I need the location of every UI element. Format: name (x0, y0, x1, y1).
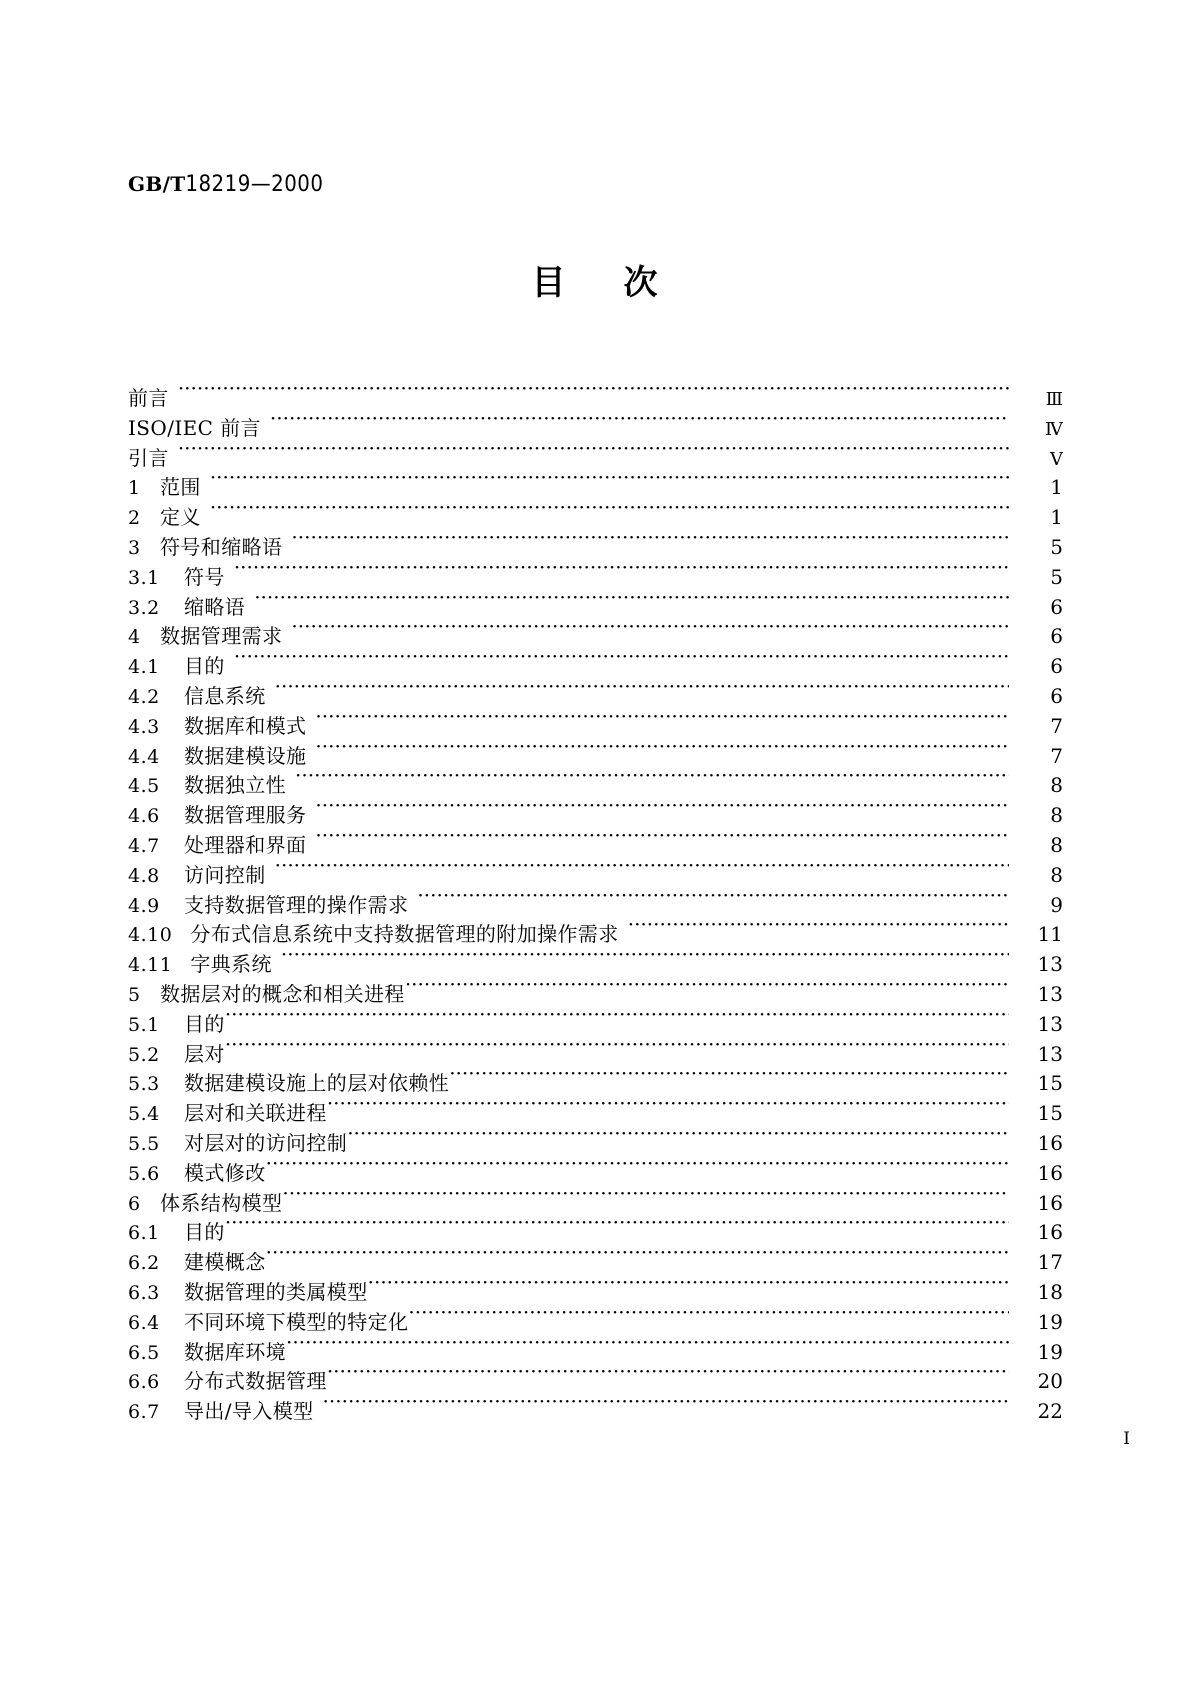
toc-entry-label (128, 831, 306, 861)
standard-prefix: GB/T (128, 172, 186, 196)
toc-entry[interactable] (128, 1129, 1063, 1159)
toc-entry-number: 5.2 (128, 1043, 160, 1066)
toc-entry[interactable] (128, 1189, 1063, 1219)
toc-entry-label (128, 1338, 286, 1368)
toc-entry[interactable] (128, 950, 1063, 980)
toc-leader-dots (254, 594, 1009, 614)
toc-entry[interactable] (128, 682, 1063, 712)
page-title (0, 255, 1191, 304)
toc-entry-text: 信息系统 (184, 683, 266, 708)
toc-entry-number: 4.2 (128, 685, 160, 708)
toc-leader-dots (368, 1279, 1009, 1299)
toc-leader-dots (270, 415, 1009, 435)
toc-entry-number: 5.4 (128, 1103, 160, 1126)
toc-entry-text: 处理器和界面 (184, 832, 307, 857)
toc-entry-page-number: 11 (1037, 922, 1063, 947)
toc-entry-text: 分布式数据管理 (184, 1369, 327, 1394)
toc-entry-label (128, 712, 306, 742)
toc-entry-number: 4.11 (128, 954, 173, 977)
toc-leader-dots (275, 862, 1009, 882)
toc-entry-page-number: 15 (1037, 1101, 1063, 1126)
toc-entry-text: ISO/IEC 前言 (128, 415, 261, 440)
toc-entry-number: 4.9 (128, 894, 160, 917)
toc-entry[interactable] (128, 801, 1063, 831)
toc-entry-label (128, 1129, 347, 1159)
toc-entry-number: 3.1 (128, 566, 160, 589)
toc-leader-dots (225, 1011, 1009, 1031)
toc-entry-page-number: 13 (1037, 1011, 1063, 1036)
toc-leader-dots (347, 1130, 1009, 1150)
toc-entry[interactable] (128, 980, 1063, 1010)
toc-entry-page-number: 1 (1050, 505, 1063, 530)
toc-entry-text: 缩略语 (184, 594, 246, 619)
toc-entry-page-number: 5 (1050, 564, 1063, 589)
toc-entry-page-number: 16 (1037, 1130, 1063, 1155)
toc-entry-text: 分布式信息系统中支持数据管理的附加操作需求 (190, 922, 619, 947)
toc-entry-label (128, 801, 306, 831)
toc-entry-number: 5.5 (128, 1132, 160, 1155)
toc-entry-page-number: 8 (1050, 862, 1063, 887)
toc-leader-dots (405, 981, 1009, 1001)
toc-entry[interactable] (128, 742, 1063, 772)
toc-leader-dots (225, 1219, 1009, 1239)
toc-entry-label (128, 1099, 327, 1129)
toc-leader-dots (178, 445, 1009, 465)
toc-leader-dots (234, 653, 1009, 673)
toc-entry[interactable] (128, 444, 1063, 474)
toc-entry[interactable] (128, 1397, 1063, 1427)
toc-entry-text: 引言 (128, 445, 169, 470)
toc-leader-dots (449, 1070, 1009, 1090)
toc-entry-number: 4.1 (128, 656, 160, 679)
toc-entry-label (128, 1010, 225, 1040)
toc-entry-page-number: 6 (1050, 654, 1063, 679)
toc-leader-dots (323, 1398, 1009, 1418)
toc-entry-page-number: 22 (1037, 1399, 1063, 1424)
toc-leader-dots (315, 713, 1009, 733)
toc-entry[interactable] (128, 712, 1063, 742)
toc-entry-text: 前言 (128, 386, 169, 410)
toc-entry-text: 导出/导入模型 (184, 1399, 314, 1424)
toc-leader-dots (315, 743, 1009, 763)
page-folio: Ⅰ (1123, 1429, 1130, 1449)
toc-entry-label (128, 1159, 266, 1189)
toc-entry-text: 目的 (184, 654, 225, 679)
toc-leader-dots (291, 534, 1009, 554)
toc-entry-page-number: 8 (1050, 773, 1063, 798)
toc-entry[interactable] (128, 1040, 1063, 1070)
toc-entry-text: 数据管理服务 (184, 803, 307, 828)
toc-entry-label (128, 891, 408, 921)
toc-entry-page-number: 16 (1037, 1160, 1063, 1185)
toc-entry[interactable] (128, 593, 1063, 623)
standard-number-header (128, 172, 323, 197)
toc-entry-text: 目的 (184, 1220, 225, 1245)
toc-entry-number: 4.10 (128, 924, 173, 947)
toc-entry-label (128, 861, 266, 891)
toc-entry[interactable] (128, 1218, 1063, 1248)
toc-entry-label (128, 1278, 368, 1308)
toc-entry-label (128, 1308, 408, 1338)
toc-entry-label (128, 1069, 449, 1099)
toc-entry[interactable] (128, 1367, 1063, 1397)
toc-leader-dots (291, 623, 1009, 643)
toc-entry-page-number: 17 (1037, 1250, 1063, 1275)
toc-entry-number: 5.3 (128, 1073, 160, 1096)
toc-entry-text: 数据层对的概念和相关进程 (160, 981, 405, 1006)
toc-entry-label (128, 1248, 266, 1278)
toc-entry-label (128, 652, 225, 682)
toc-entry-number: 6.5 (128, 1341, 160, 1364)
toc-entry-text: 层对 (184, 1041, 225, 1066)
toc-entry-number: 3 (128, 536, 141, 559)
toc-entry[interactable] (128, 384, 1063, 414)
toc-entry[interactable] (128, 1248, 1063, 1278)
toc-leader-dots (315, 802, 1009, 822)
toc-entry-text: 范围 (160, 475, 201, 500)
toc-entry-number: 4 (128, 626, 141, 649)
toc-entry-label (128, 1397, 314, 1427)
toc-leader-dots (327, 1368, 1009, 1388)
toc-entry-page-number: 18 (1037, 1279, 1063, 1304)
standard-number: 18219—2000 (185, 172, 324, 197)
toc-entry-text: 层对和关联进程 (184, 1101, 327, 1126)
toc-leader-dots (327, 1100, 1009, 1120)
toc-leader-dots (315, 832, 1009, 852)
toc-entry-page-number: 7 (1050, 743, 1063, 768)
toc-entry-text: 目的 (184, 1011, 225, 1036)
toc-leader-dots (417, 892, 1009, 912)
toc-leader-dots (225, 1041, 1009, 1061)
toc-entry[interactable] (128, 1159, 1063, 1189)
toc-entry-text: 数据库和模式 (184, 713, 307, 738)
toc-entry-text: 数据管理需求 (160, 624, 283, 649)
toc-entry-text: 体系结构模型 (160, 1190, 283, 1215)
toc-entry-page-number: 6 (1050, 594, 1063, 619)
toc-entry-label (128, 473, 201, 503)
toc-entry[interactable] (128, 1338, 1063, 1368)
toc-entry-page-number: 6 (1050, 683, 1063, 708)
toc-entry[interactable] (128, 533, 1063, 563)
toc-entry-page-number: 13 (1037, 981, 1063, 1006)
toc-entry-number: 4.5 (128, 775, 160, 798)
toc-entry-label (128, 682, 266, 712)
toc-entry-label (128, 1040, 225, 1070)
toc-entry-text: 模式修改 (184, 1160, 266, 1185)
toc-entry-text: 建模概念 (184, 1250, 266, 1275)
toc-leader-dots (408, 1309, 1009, 1329)
toc-entry-number: 4.7 (128, 834, 160, 857)
toc-entry-label (128, 622, 282, 652)
toc-entry-number: 6.4 (128, 1311, 160, 1334)
toc-entry-text: 数据建模设施 (184, 743, 307, 768)
toc-entry-label (128, 980, 405, 1010)
toc-entry-label (128, 1189, 282, 1219)
toc-entry-number: 5.1 (128, 1013, 160, 1036)
toc-entry-page-number: 1 (1050, 475, 1063, 500)
toc-entry-page-number: 13 (1037, 1041, 1063, 1066)
toc-entry-label (128, 414, 261, 444)
toc-entry-label (128, 563, 225, 593)
toc-entry-page-number: 16 (1037, 1190, 1063, 1215)
toc-entry[interactable] (128, 563, 1063, 593)
toc-entry-text: 字典系统 (190, 952, 272, 977)
toc-entry-page-number: 20 (1037, 1369, 1063, 1394)
toc-entry-text: 数据独立性 (184, 773, 286, 798)
table-of-contents (128, 384, 1063, 1427)
toc-entry[interactable] (128, 473, 1063, 503)
toc-entry-label (128, 771, 286, 801)
toc-entry-text: 不同环境下模型的特定化 (184, 1309, 409, 1334)
toc-entry-page-number: Ⅴ (1050, 448, 1063, 470)
toc-entry[interactable] (128, 831, 1063, 861)
toc-entry[interactable] (128, 1099, 1063, 1129)
toc-entry-label (128, 920, 619, 950)
toc-entry[interactable] (128, 1308, 1063, 1338)
toc-entry-page-number: 7 (1050, 713, 1063, 738)
toc-entry-label (128, 503, 201, 533)
toc-entry-number: 6 (128, 1192, 141, 1215)
page-title-char-2: 次 (623, 263, 660, 303)
page-title-char-1: 目 (531, 263, 568, 303)
toc-entry-page-number: 5 (1050, 534, 1063, 559)
toc-entry-text: 对层对的访问控制 (184, 1130, 348, 1155)
toc-entry[interactable] (128, 622, 1063, 652)
toc-entry-number: 4.6 (128, 805, 160, 828)
toc-entry-page-number: 19 (1037, 1339, 1063, 1364)
toc-entry[interactable] (128, 503, 1063, 533)
toc-entry-label (128, 444, 169, 474)
toc-entry-number: 4.4 (128, 745, 160, 768)
toc-leader-dots (282, 1190, 1009, 1210)
toc-leader-dots (628, 921, 1009, 941)
toc-entry-label (128, 1367, 327, 1397)
toc-entry-label (128, 533, 282, 563)
toc-entry-text: 符号和缩略语 (160, 534, 283, 559)
toc-entry-number: 2 (128, 507, 141, 530)
toc-entry-label (128, 1218, 225, 1248)
toc-entry-page-number: Ⅳ (1045, 418, 1063, 440)
toc-entry-number: 6.2 (128, 1252, 160, 1275)
toc-entry-text: 访问控制 (184, 862, 266, 887)
toc-entry-text: 支持数据管理的操作需求 (184, 892, 409, 917)
toc-leader-dots (210, 504, 1009, 524)
toc-entry[interactable] (128, 1278, 1063, 1308)
toc-leader-dots (295, 772, 1009, 792)
toc-entry[interactable] (128, 1069, 1063, 1099)
toc-entry-number: 4.3 (128, 715, 160, 738)
toc-entry-page-number: 19 (1037, 1309, 1063, 1334)
toc-entry-page-number: 9 (1050, 892, 1063, 917)
toc-entry-text: 数据管理的类属模型 (184, 1279, 368, 1304)
toc-entry-page-number: 6 (1050, 624, 1063, 649)
toc-entry-text: 符号 (184, 564, 225, 589)
toc-leader-dots (281, 951, 1009, 971)
toc-entry-number: 3.2 (128, 596, 160, 619)
toc-entry-page-number: 13 (1037, 952, 1063, 977)
toc-entry-text: 数据库环境 (184, 1339, 286, 1364)
toc-entry-number: 4.8 (128, 864, 160, 887)
toc-entry-number: 6.7 (128, 1401, 160, 1424)
toc-entry-number: 5 (128, 983, 141, 1006)
toc-leader-dots (286, 1339, 1009, 1359)
toc-entry-number: 5.6 (128, 1162, 160, 1185)
toc-entry[interactable] (128, 771, 1063, 801)
toc-entry-page-number: Ⅲ (1045, 389, 1063, 410)
toc-entry[interactable] (128, 861, 1063, 891)
toc-entry-page-number: 16 (1037, 1220, 1063, 1245)
toc-leader-dots (210, 474, 1009, 494)
toc-entry[interactable] (128, 891, 1063, 921)
toc-leader-dots (234, 564, 1009, 584)
toc-leader-dots (266, 1160, 1009, 1180)
toc-entry[interactable] (128, 414, 1063, 444)
toc-entry-number: 1 (128, 477, 141, 500)
toc-entry[interactable] (128, 1010, 1063, 1040)
toc-entry-number: 6.3 (128, 1281, 160, 1304)
toc-entry-label (128, 593, 245, 623)
toc-entry[interactable] (128, 652, 1063, 682)
toc-entry-label (128, 950, 272, 980)
toc-leader-dots (275, 683, 1009, 703)
toc-entry[interactable] (128, 920, 1063, 950)
toc-entry-text: 数据建模设施上的层对依赖性 (184, 1071, 450, 1096)
toc-entry-number: 6.1 (128, 1222, 160, 1245)
toc-entry-label (128, 742, 306, 772)
toc-entry-text: 定义 (160, 505, 201, 530)
toc-leader-dots (178, 385, 1009, 405)
toc-entry-label (128, 384, 169, 414)
toc-entry-page-number: 8 (1050, 803, 1063, 828)
toc-leader-dots (266, 1249, 1009, 1269)
toc-entry-page-number: 8 (1050, 832, 1063, 857)
toc-entry-page-number: 15 (1037, 1071, 1063, 1096)
toc-entry-number: 6.6 (128, 1371, 160, 1394)
